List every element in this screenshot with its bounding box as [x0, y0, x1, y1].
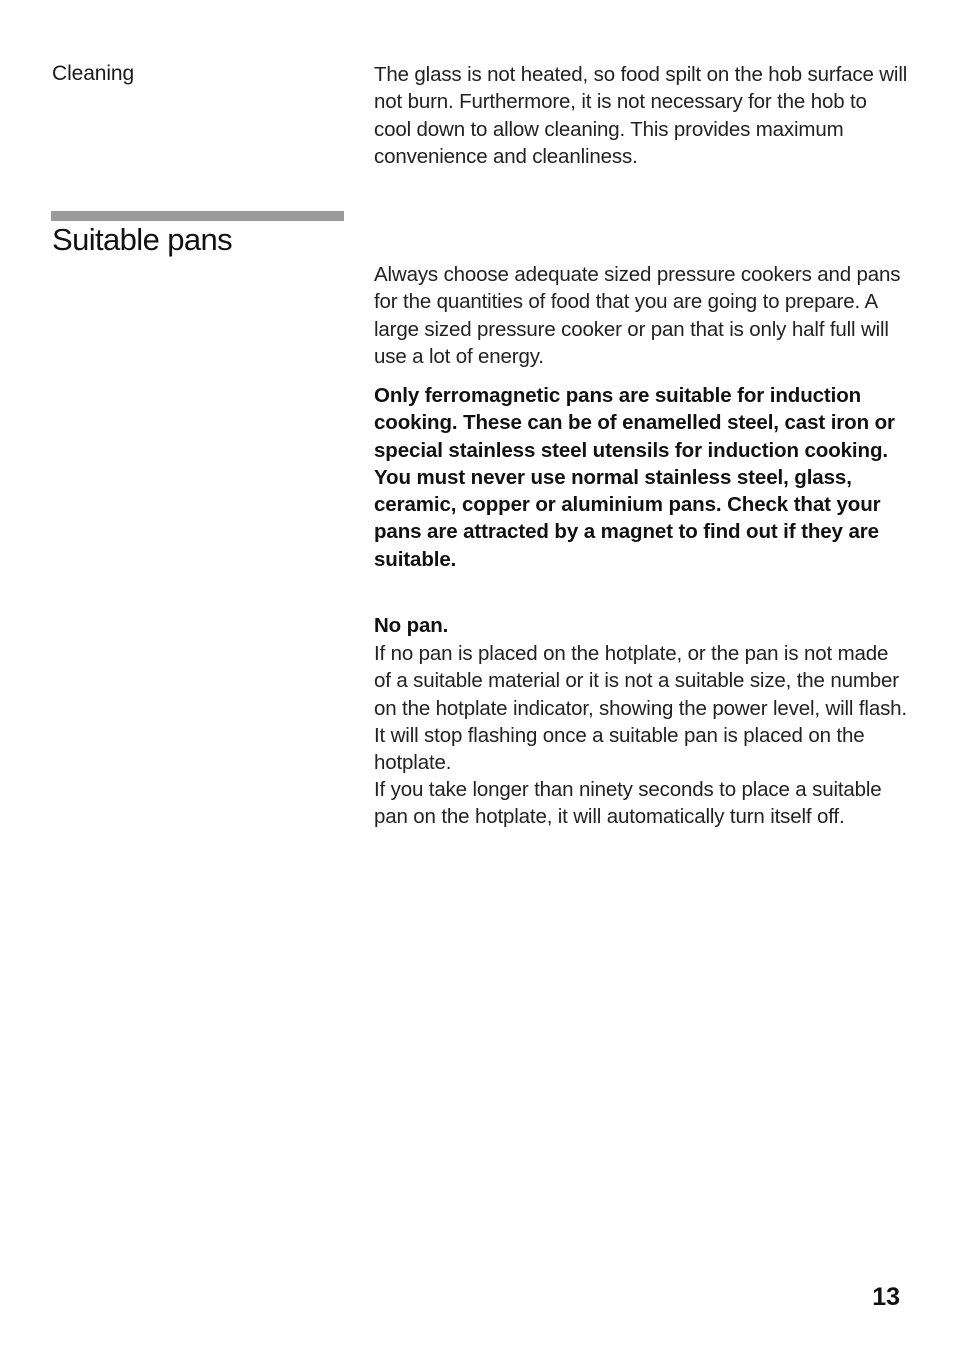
section-divider-bar: [51, 211, 344, 221]
cleaning-label: Cleaning: [52, 62, 135, 85]
adequate-size-paragraph: Always choose adequate sized pressure cookers and pans for the quantities of food that you are going to prepare. A large sized pressure cooker or pan that is only half full will use a lot of energy.: [374, 263, 901, 368]
no-pan-paragraph-2: If you take longer than ninety seconds to place a suitable pan on the hotplate, it will automatically turn itself off.: [374, 778, 882, 829]
cleaning-paragraph: The glass is not heated, so food spilt on the hob surface will not burn. Furthermore, it is not necessary for the hob to cool down to allow cleaning. This provides maximum convenience and cleanliness.: [374, 63, 908, 168]
section-heading-suitable-pans: Suitable pans: [52, 222, 233, 257]
page-number: 13: [872, 1283, 900, 1311]
ferromagnetic-paragraph: Only ferromagnetic pans are suitable for induction cooking. These can be of enamelled steel, cast iron or special stainless steel utensils for induction cooking. You must never use normal stainless steel, glass, ceramic, copper or aluminium pans. Check that your pans are attracted by a magnet to find out if they are suitable.: [374, 384, 895, 571]
no-pan-title: No pan.: [374, 614, 449, 637]
no-pan-paragraph-1: If no pan is placed on the hotplate, or the pan is not made of a suitable material or it is not a suitable size, the number on the hotplate indicator, showing the power level, will flash. It will stop flashing once a suitable pan is placed on the hotplate.: [374, 642, 907, 775]
